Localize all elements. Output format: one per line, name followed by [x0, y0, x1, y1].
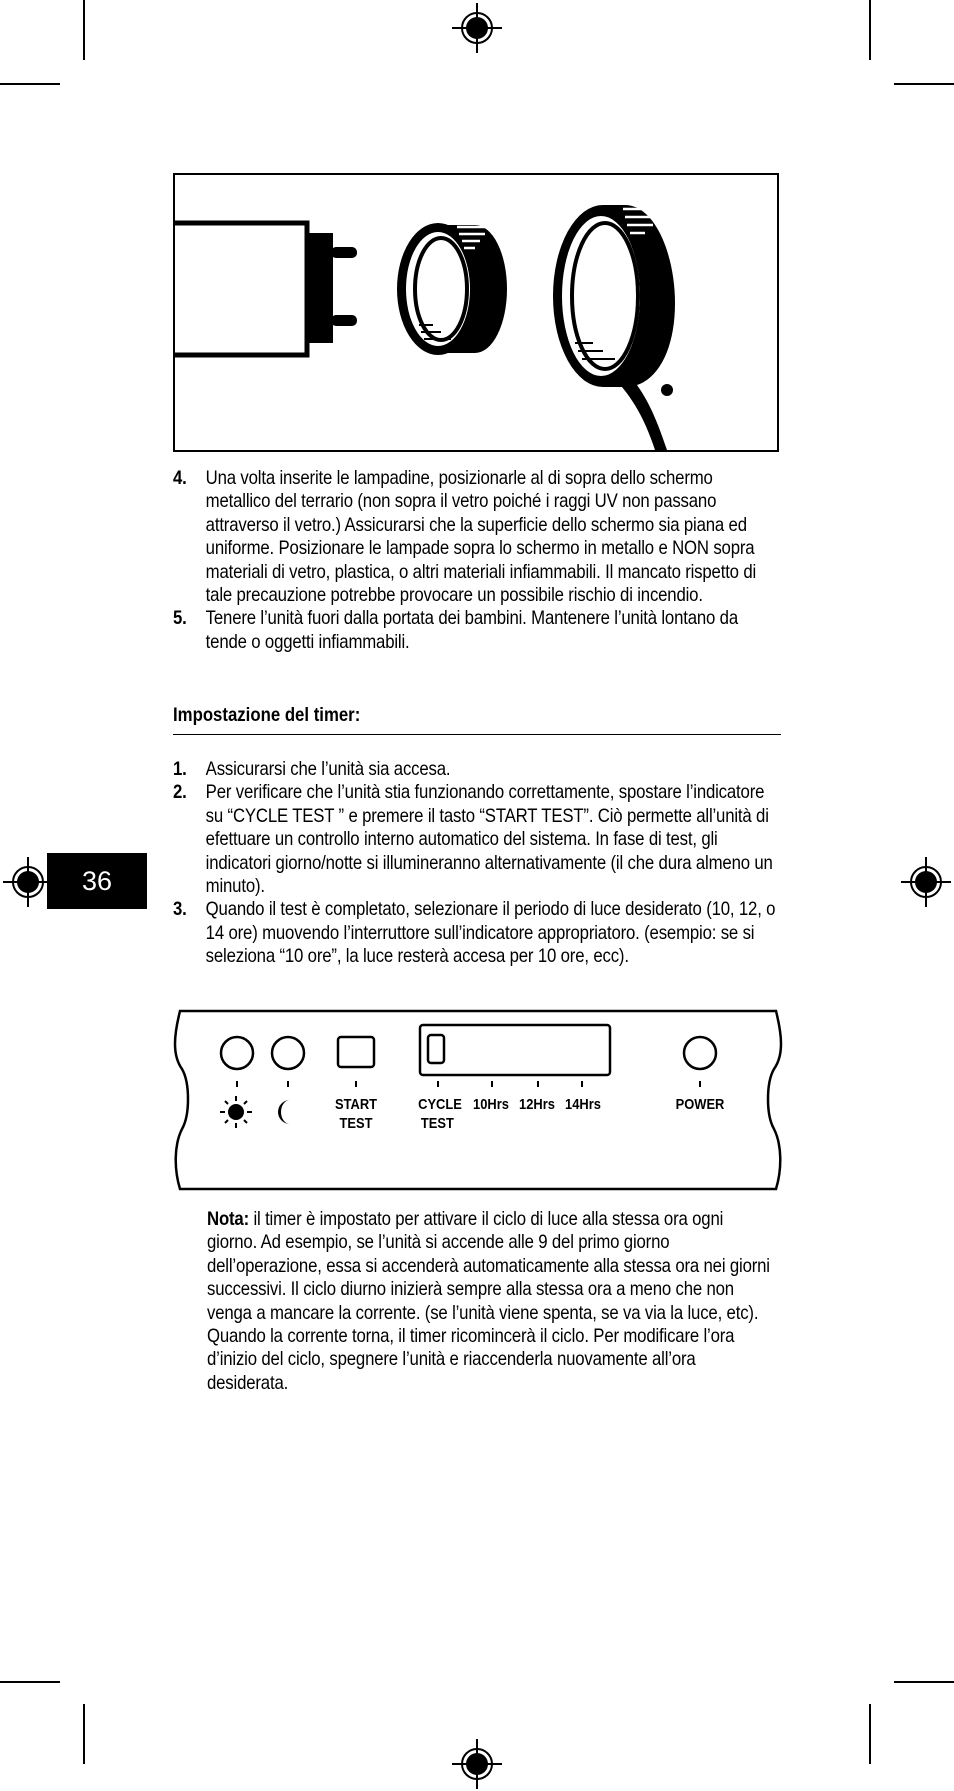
- hrs12-label: 12Hrs: [519, 1096, 555, 1113]
- crop-mark: [894, 1681, 954, 1683]
- night-indicator-light-icon: [272, 1037, 304, 1069]
- list-item: [173, 467, 777, 607]
- label-line: TEST: [420, 1115, 454, 1132]
- page-number-tab: [47, 853, 147, 909]
- start-test-label: [322, 1095, 391, 1133]
- note-text: il timer è impostato per attivare il ciclo di luce alla stessa ora ogni giorno. Ad esempio, se l’unità si accende alle 9 del primo giorno dell’operazione, essa si accenderà automaticamente alla stessa ora nei giorni successivi. Il ciclo diurno inizierà sempre alla stessa ora a meno che non venga a mancare la corrente. (se l’unità viene spenta, se va via la luce, etc). Quando la corrente torna, il timer ricomincerà il ciclo. Per modificare l’ora d’inizio del ciclo, spegnere l’unità e riaccenderla nuovamente all’ora desiderata.: [207, 1208, 770, 1394]
- slider-handle-icon: [428, 1035, 444, 1063]
- step-number: 5.: [173, 607, 187, 630]
- registration-mark-icon: [450, 1, 504, 55]
- instructions-part-2: [173, 758, 777, 969]
- label-line: CYCLE: [418, 1096, 462, 1113]
- note-label: Nota:: [207, 1208, 249, 1230]
- hrs10-label: 10Hrs: [473, 1096, 509, 1113]
- note-paragraph: [207, 1208, 775, 1395]
- crop-mark: [83, 1704, 85, 1764]
- moon-icon: [278, 1100, 290, 1124]
- step-number: 1.: [173, 758, 187, 780]
- step-number: 3.: [173, 898, 187, 921]
- label-line: TEST: [339, 1115, 373, 1132]
- day-indicator-light-icon: [221, 1037, 253, 1069]
- timer-control-panel: [170, 1005, 786, 1193]
- crop-mark: [869, 0, 871, 60]
- start-test-button-icon: [338, 1037, 374, 1067]
- power-label: POWER: [675, 1096, 725, 1113]
- registration-mark-icon: [450, 1737, 504, 1791]
- step-text: Una volta inserite le lampadine, posizionarle al di sopra dello schermo metallico del terrario (non sopra il vetro poiché i raggi UV non passano attraverso il vetro.) Assicurarsi che la superficie dello schermo sia piana ed uniforme. Posizionare le lampade sopra lo schermo in metallo e NON sopra materiali di vetro, plastica, o altri materiali infiammabili. Il mancato rispetto di tale precauzione potrebbe provocare un possibile rischio di incendio.: [205, 467, 757, 607]
- list-item: [173, 781, 777, 898]
- step-text: Assicurarsi che l’unità sia accesa.: [205, 758, 451, 780]
- sun-icon: [220, 1096, 252, 1128]
- list-item: [173, 758, 777, 781]
- step-text: Per verificare che l’unità stia funzionando correttamente, spostare l’indicatore su “CYCLE TEST ” e premere il tasto “START TEST”. Ciò permette all’unità di efettuare un controllo interno automatico del sistema. In fase di test, gli indicatori giorno/notte si illumineranno alternativamente (il che dura almeno un minuto).: [205, 781, 773, 898]
- step-number: 2.: [173, 781, 187, 804]
- crop-mark: [0, 83, 60, 85]
- crop-mark: [0, 1681, 60, 1683]
- page-number: 36: [81, 865, 113, 896]
- step-number: 4.: [173, 467, 187, 489]
- crop-mark: [869, 1704, 871, 1764]
- section-title: Impostazione del timer:: [173, 704, 361, 726]
- step-text: Quando il test è completato, selezionare il periodo di luce desiderato (10, 12, o 14 ore) muovendo l’interruttore sull’indicatore appropriatoro. (esempio: se si seleziona “10 ore”, la luce resterà accesa per 10 ore, ecc).: [205, 898, 776, 968]
- instructions-part-1: [173, 467, 777, 654]
- crop-mark: [83, 0, 85, 60]
- power-light-icon: [684, 1037, 716, 1069]
- bulb-caps-icon: [175, 175, 777, 450]
- step-text: Tenere l’unità fuori dalla portata dei bambini. Mantenere l’unità lontano da tende o oggetti infiammabili.: [205, 607, 738, 653]
- cycle-selector-slider: [420, 1025, 610, 1075]
- section-heading: [173, 704, 781, 735]
- cycle-test-label: [414, 1095, 466, 1133]
- list-item: [173, 607, 777, 654]
- list-item: [173, 898, 777, 968]
- crop-mark: [894, 83, 954, 85]
- hrs14-label: 14Hrs: [565, 1096, 601, 1113]
- bulb-caps-illustration: [173, 173, 779, 452]
- registration-mark-icon: [899, 855, 953, 909]
- label-line: START: [334, 1096, 378, 1113]
